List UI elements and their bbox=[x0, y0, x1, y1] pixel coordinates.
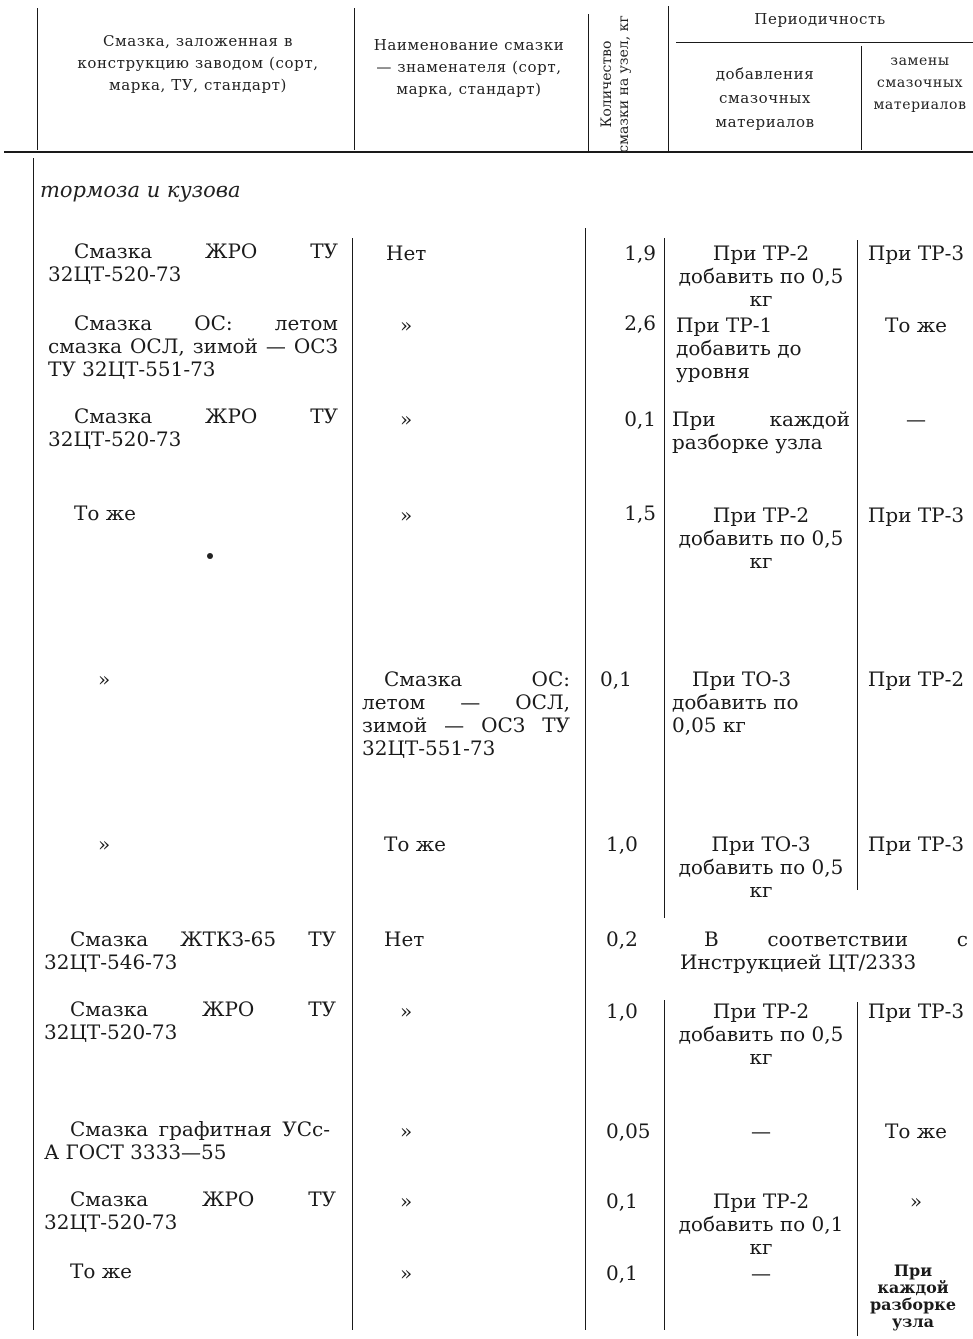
row-3-substitute: » bbox=[400, 503, 413, 527]
row-7-quantity: 1,0 bbox=[606, 999, 638, 1023]
row-0-substitute: Нет bbox=[386, 241, 427, 265]
header-divider-2 bbox=[354, 8, 355, 150]
body-divider-2 bbox=[585, 228, 586, 1330]
header-divider-1 bbox=[37, 8, 38, 150]
section-title: тормоза и кузова bbox=[40, 178, 241, 202]
body-divider-4 bbox=[857, 240, 858, 890]
row-4-replacement: При ТР-2 bbox=[867, 667, 965, 691]
row-10-replacement: При каждой разборке узла bbox=[869, 1261, 957, 1331]
row-0-factory-lubricant: Смазка ЖРО ТУ 32ЦТ-520-73 bbox=[48, 239, 338, 286]
row-2-addition: При каждой разборке узла bbox=[672, 407, 850, 454]
row-1-quantity: 2,6 bbox=[624, 311, 656, 335]
row-2-factory-lubricant: Смазка ЖРО ТУ 32ЦТ-520-73 bbox=[48, 404, 338, 451]
row-8-replacement: То же bbox=[885, 1119, 947, 1143]
row-0-replacement: При ТР-3 bbox=[867, 241, 965, 265]
row-1-replacement: То же bbox=[885, 313, 947, 337]
row-2-substitute: » bbox=[400, 407, 413, 431]
row-5-addition: При ТО-3 добавить по 0,5 кг bbox=[678, 832, 844, 902]
print-speck bbox=[207, 553, 213, 559]
row-8-quantity: 0,05 bbox=[606, 1119, 651, 1143]
row-3-quantity: 1,5 bbox=[624, 501, 656, 525]
header-col3 bbox=[589, 14, 669, 154]
row-4-factory-lubricant: » bbox=[98, 667, 111, 691]
row-10-substitute: » bbox=[400, 1261, 413, 1285]
row-9-replacement: » bbox=[909, 1189, 923, 1213]
row-4-substitute: Смазка ОС: летом — ОСЛ, зимой — ОСЗ ТУ 32ЦТ-551-73 bbox=[362, 667, 570, 760]
row-7-substitute: » bbox=[400, 999, 413, 1023]
row-1-addition: При ТР-1 добавить до уровня bbox=[676, 313, 802, 383]
row-3-addition: При ТР-2 добавить по 0,5 кг bbox=[678, 503, 844, 573]
row-9-factory-lubricant: Смазка ЖРО ТУ 32ЦТ-520-73 bbox=[44, 1187, 336, 1234]
row-6-substitute: Нет bbox=[384, 927, 425, 951]
header-col3-text: Количество смазки на узел, кг bbox=[599, 15, 632, 153]
row-8-substitute: » bbox=[400, 1119, 413, 1143]
row-6-quantity: 0,2 bbox=[606, 927, 638, 951]
header-col4: добавления смазочных материалов bbox=[715, 65, 815, 131]
row-7-factory-lubricant: Смазка ЖРО ТУ 32ЦТ-520-73 bbox=[44, 997, 336, 1044]
row-1-substitute: » bbox=[400, 313, 413, 337]
header-col5: замены смазочных материалов bbox=[873, 53, 967, 113]
row-3-factory-lubricant: То же bbox=[74, 501, 136, 525]
row-7-replacement: При ТР-3 bbox=[867, 999, 965, 1023]
row-1-factory-lubricant: Смазка ОС: летом смазка ОСЛ, зимой — ОСЗ ТУ 32ЦТ-551-73 bbox=[48, 311, 338, 381]
row-6-factory-lubricant: Смазка ЖТКЗ-65 ТУ 32ЦТ-546-73 bbox=[44, 927, 336, 974]
header-divider-5 bbox=[861, 46, 862, 150]
row-3-replacement: При ТР-3 bbox=[867, 503, 965, 527]
row-5-quantity: 1,0 bbox=[606, 832, 638, 856]
row-9-quantity: 0,1 bbox=[606, 1189, 638, 1213]
row-0-addition: При ТР-2 добавить по 0,5 кг bbox=[678, 241, 844, 311]
row-2-quantity: 0,1 bbox=[624, 407, 656, 431]
row-5-substitute: То же bbox=[384, 832, 446, 856]
row-6-periodicity: В соответствии с Инструкцией ЦТ/2333 bbox=[680, 927, 968, 974]
row-9-addition: При ТР-2 добавить по 0,1 кг bbox=[678, 1189, 844, 1259]
body-left-rule bbox=[33, 158, 34, 1330]
row-10-quantity: 0,1 bbox=[606, 1261, 638, 1285]
header-col1: Смазка, заложенная в конструкцию заводом (сорт, марка, ТУ, стандарт) bbox=[77, 32, 319, 94]
header-periodicity: Периодичность bbox=[754, 10, 886, 28]
body-divider-1 bbox=[352, 238, 353, 1330]
periodicity-rule bbox=[676, 42, 973, 43]
row-8-factory-lubricant: Смазка графитная УСс-А ГОСТ 3333—55 bbox=[44, 1117, 330, 1164]
row-8-addition: — bbox=[751, 1119, 771, 1143]
header-col2: Наименование смазки — знаменателя (сорт, марка, стандарт) bbox=[373, 36, 565, 98]
row-0-quantity: 1,9 bbox=[624, 241, 656, 265]
row-4-addition: При ТО-3 добавить по 0,05 кг bbox=[672, 667, 799, 737]
row-7-addition: При ТР-2 добавить по 0,5 кг bbox=[678, 999, 844, 1069]
row-2-replacement: — bbox=[906, 407, 926, 431]
body-divider-3 bbox=[664, 238, 665, 918]
row-4-quantity: 0,1 bbox=[600, 667, 632, 691]
row-9-substitute: » bbox=[400, 1189, 413, 1213]
row-10-factory-lubricant: То же bbox=[70, 1259, 132, 1283]
body-divider-3b bbox=[664, 1000, 665, 1330]
row-10-addition: — bbox=[751, 1261, 771, 1285]
row-5-factory-lubricant: » bbox=[98, 832, 111, 856]
row-5-replacement: При ТР-3 bbox=[867, 832, 965, 856]
header-bottom-rule bbox=[4, 151, 973, 153]
